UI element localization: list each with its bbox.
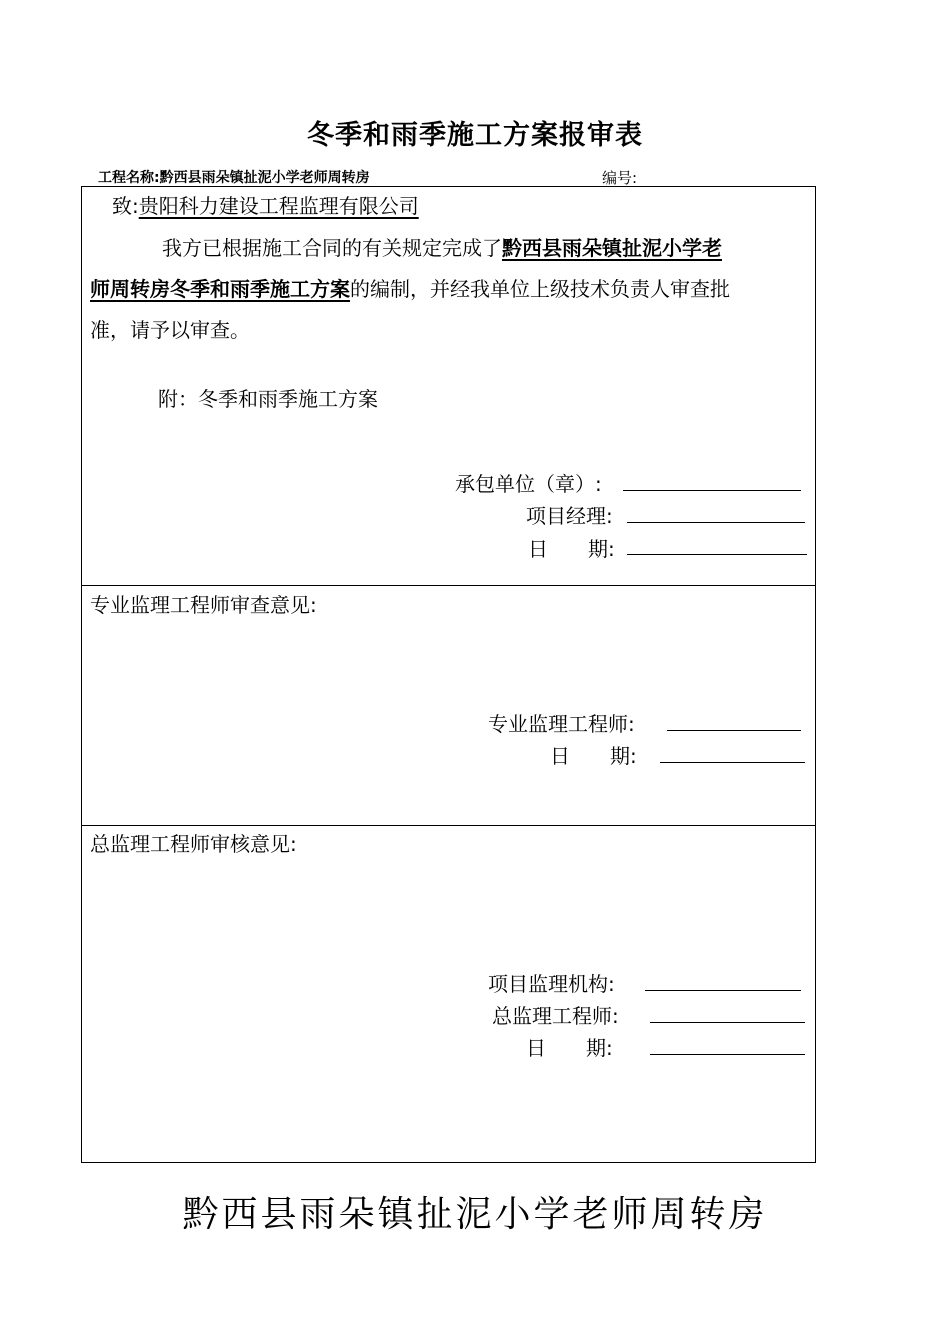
to-org: 贵阳科力建设工程监理有限公司	[138, 194, 419, 218]
attachment-text: 附：冬季和雨季施工方案	[158, 387, 378, 411]
section3-title: 总监理工程师审核意见:	[90, 832, 297, 856]
date-label-2: 日 期:	[550, 744, 637, 768]
chief-label: 总监理工程师:	[492, 1004, 619, 1028]
number-label: 编号:	[602, 169, 638, 187]
footer-project-name: 黔西县雨朵镇扯泥小学老师周转房	[182, 1194, 768, 1235]
date-line-3[interactable]	[650, 1054, 805, 1055]
page-title: 冬季和雨季施工方案报审表	[307, 120, 643, 151]
org-sign-line[interactable]	[645, 990, 801, 991]
project-name: 黔西县雨朵镇扯泥小学老师周转房	[159, 170, 370, 186]
body-line-3: 准，请予以审查。	[90, 318, 250, 342]
org-label: 项目监理机构:	[488, 972, 615, 996]
pm-sign-line[interactable]	[627, 522, 805, 523]
chief-sign-line[interactable]	[650, 1022, 805, 1023]
date-line-2[interactable]	[660, 762, 805, 763]
body-line-1	[162, 232, 722, 261]
body-pre: 我方已根据施工合同的有关规定完成了	[162, 236, 502, 260]
body-bold-1: 黔西县雨朵镇扯泥小学老	[502, 236, 722, 260]
pm-label: 项目经理:	[526, 504, 613, 528]
project-name-row	[98, 167, 370, 187]
section-divider-2	[81, 825, 816, 826]
addressee-row	[112, 190, 419, 219]
contractor-sign-line[interactable]	[623, 490, 801, 491]
date-label-3: 日 期:	[526, 1036, 613, 1060]
engineer-sign-line[interactable]	[667, 730, 801, 731]
body-bold-2: 师周转房冬季和雨季施工方案	[90, 277, 350, 301]
section-divider-1	[81, 585, 816, 586]
body-line-2	[90, 273, 730, 302]
project-label: 工程名称:	[98, 170, 160, 186]
date-label-1: 日 期:	[528, 537, 615, 561]
section2-title: 专业监理工程师审查意见:	[90, 593, 317, 617]
contractor-label: 承包单位（章）:	[455, 472, 602, 496]
engineer-label: 专业监理工程师:	[488, 712, 635, 736]
body-post: 的编制，并经我单位上级技术负责人审查批	[350, 277, 730, 301]
to-label: 致:	[112, 194, 139, 218]
date-line-1[interactable]	[627, 554, 807, 555]
